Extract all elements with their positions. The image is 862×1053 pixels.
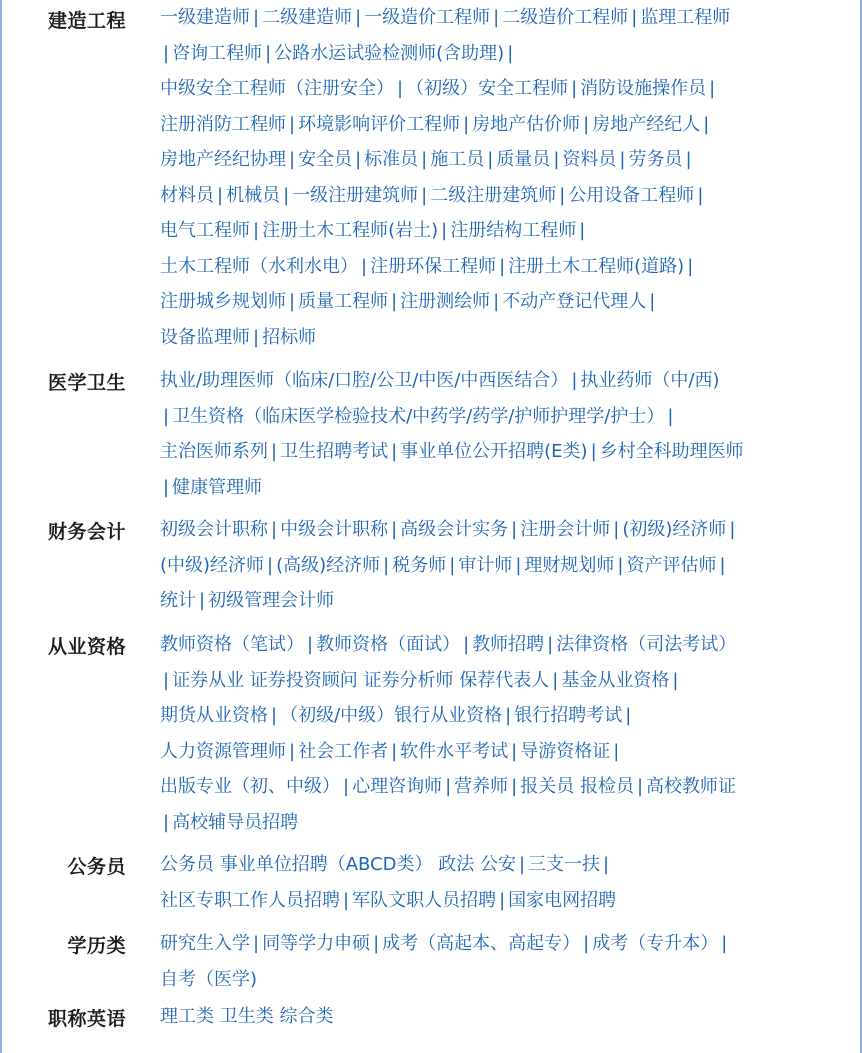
separator: | (559, 184, 566, 206)
separator: | (697, 184, 704, 206)
separator: | (307, 634, 314, 655)
separator: | (685, 149, 692, 170)
exam-link[interactable]: 执业/助理医师（临床/口腔/公卫/中医/中西医结合） (160, 370, 569, 391)
category-label-career: 从业资格 (47, 636, 126, 658)
exam-link[interactable]: 心理咨询师 (352, 776, 443, 797)
exam-link[interactable]: 初级管理会计师 (208, 590, 335, 611)
separator: | (163, 811, 170, 833)
exam-link[interactable]: 招标师 (262, 326, 317, 348)
link-row (160, 107, 832, 143)
exam-link[interactable]: 注册测绘师 (400, 291, 491, 312)
exam-link[interactable]: 一级造价工程师 (364, 7, 491, 28)
link-row (160, 734, 832, 770)
exam-link[interactable]: 标准员 (364, 149, 419, 170)
exam-link[interactable]: 高校教师证 (646, 776, 737, 797)
separator: | (511, 740, 518, 762)
exam-link[interactable]: 国家电网招聘 (508, 889, 617, 911)
exam-link[interactable]: 注册会计师 (520, 519, 611, 540)
separator: | (571, 78, 578, 99)
exam-link[interactable]: 卫生招聘考试 (280, 441, 389, 462)
category-links-medical (160, 363, 832, 505)
exam-link[interactable]: 注册消防工程师 (160, 113, 286, 135)
exam-link[interactable]: 统计 (160, 590, 196, 611)
exam-link[interactable]: 注册土木工程师(道路) (508, 255, 685, 277)
exam-link[interactable]: 中级会计职称 (280, 519, 389, 540)
link-row (160, 142, 832, 178)
exam-link[interactable]: 设备监理师 (160, 326, 250, 348)
category-label-civil: 公务员 (67, 856, 126, 878)
separator: | (253, 933, 260, 954)
exam-link[interactable]: 营养师 (454, 776, 509, 797)
separator: | (391, 441, 398, 462)
separator: | (289, 291, 296, 312)
exam-link[interactable]: 军队文职人员招聘 (352, 889, 497, 911)
exam-link[interactable]: 高级会计实务 (400, 519, 509, 540)
separator: | (511, 776, 518, 797)
link-row (160, 698, 832, 734)
separator: | (619, 149, 626, 170)
exam-link[interactable]: 公用设备工程师 (568, 184, 695, 206)
category-label-education: 学历类 (67, 935, 126, 957)
exam-link[interactable]: 施工员 (430, 149, 485, 170)
link-row (160, 583, 832, 619)
exam-link[interactable]: 卫生资格（临床医学检验技术/中药学/药学/护师护理学/护士） (172, 405, 665, 427)
exam-link[interactable]: 公务员 事业单位招聘（ABCD类） 政法 公安 (160, 854, 516, 875)
separator: | (253, 326, 260, 348)
separator: | (649, 291, 656, 312)
link-row (160, 249, 832, 285)
separator: | (463, 634, 470, 655)
link-row (160, 0, 832, 36)
separator: | (361, 255, 368, 277)
exam-link[interactable]: 初级会计职称 (160, 519, 268, 540)
exam-link[interactable]: 教师资格（面试） (316, 634, 461, 655)
exam-link[interactable]: 电气工程师 (160, 220, 250, 241)
separator: | (729, 519, 736, 540)
separator: | (583, 113, 590, 135)
separator: | (163, 476, 170, 498)
link-row (160, 627, 832, 663)
exam-link[interactable]: （初级/中级）银行从业资格 (280, 705, 503, 726)
exam-link[interactable]: 报关员 报检员 (520, 776, 634, 797)
exam-link[interactable]: 三支一扶 (528, 854, 601, 875)
exam-link[interactable]: 基金从业资格 (561, 669, 670, 691)
exam-link[interactable]: 出版专业（初、中级） (160, 776, 340, 797)
separator: | (511, 519, 518, 540)
category-label-construction: 建造工程 (47, 10, 126, 32)
exam-link[interactable]: 质量员 (496, 149, 551, 170)
exam-link[interactable]: 机械员 (226, 184, 281, 206)
exam-link[interactable]: 导游资格证 (520, 740, 611, 762)
separator: | (391, 519, 398, 540)
link-row (160, 663, 832, 699)
link-row (160, 213, 832, 249)
separator: | (721, 933, 728, 954)
separator: | (518, 854, 526, 875)
exam-link[interactable]: 一级建造师 (160, 7, 250, 28)
exam-link[interactable]: 不动产登记代理人 (502, 291, 647, 312)
separator: | (463, 113, 470, 135)
separator: | (709, 78, 716, 99)
exam-link[interactable]: 环境影响评价工程师 (298, 113, 461, 135)
separator: | (289, 113, 296, 135)
exam-link[interactable]: 一级注册建筑师 (292, 184, 419, 206)
separator: | (547, 634, 554, 655)
separator: | (636, 776, 644, 797)
separator: | (199, 590, 206, 611)
separator: | (355, 149, 362, 170)
exam-link[interactable]: 自考（医学) (160, 968, 258, 990)
exam-link[interactable]: 注册城乡规划师 (160, 291, 286, 312)
link-row (160, 926, 832, 962)
category-links-education (160, 926, 832, 997)
separator: | (289, 149, 296, 170)
separator: | (391, 740, 398, 762)
exam-link[interactable]: 理工类 卫生类 综合类 (160, 1006, 334, 1027)
separator: | (687, 255, 694, 277)
separator: | (703, 113, 710, 135)
exam-link[interactable]: (初级)经济师 (622, 519, 727, 540)
exam-link[interactable]: 税务师 (392, 554, 447, 576)
link-row (160, 769, 832, 805)
separator: | (613, 519, 620, 540)
exam-link[interactable]: 乡村全科助理医师 (599, 441, 744, 462)
separator: | (253, 220, 260, 241)
separator: | (253, 7, 260, 28)
separator: | (355, 7, 362, 28)
separator: | (625, 705, 632, 726)
exam-link[interactable]: 质量工程师 (298, 291, 389, 312)
separator: | (493, 7, 500, 28)
separator: | (445, 776, 452, 797)
separator: | (603, 854, 610, 875)
link-row (160, 399, 832, 435)
separator: | (499, 255, 506, 277)
separator: | (667, 405, 674, 427)
link-row (160, 470, 832, 506)
exam-link[interactable]: 资料员 (562, 149, 617, 170)
separator: | (271, 519, 278, 540)
exam-link[interactable]: 成考（高起本、高起专） (382, 933, 581, 954)
separator: | (163, 669, 170, 691)
exam-link[interactable]: 主治医师系列 (160, 441, 268, 462)
exam-link[interactable]: 二级注册建筑师 (430, 184, 557, 206)
exam-link[interactable]: 软件水平考试 (400, 740, 509, 762)
exam-link[interactable]: 社会工作者 (298, 740, 389, 762)
category-links-civil (160, 847, 832, 918)
exam-link[interactable]: 安全员 (298, 149, 353, 170)
exam-link[interactable]: 注册土木工程师(岩土) (262, 220, 439, 241)
link-row (160, 284, 832, 320)
separator: | (515, 554, 522, 576)
separator: | (373, 933, 380, 954)
separator: | (449, 554, 456, 576)
separator: | (631, 7, 638, 28)
separator: | (579, 220, 586, 241)
separator: | (421, 184, 428, 206)
link-row (160, 434, 832, 470)
separator: | (493, 291, 500, 312)
separator: | (421, 149, 428, 170)
exam-link[interactable]: 教师资格（笔试） (160, 634, 304, 655)
separator: | (283, 184, 290, 206)
exam-link[interactable]: 研究生入学 (160, 933, 250, 954)
category-label-medical: 医学卫生 (47, 372, 126, 394)
exam-link[interactable]: 房地产经纪人 (592, 113, 701, 135)
category-links-construction (160, 0, 832, 355)
exam-link[interactable]: 公路水运试验检测师(含助理) (274, 42, 505, 64)
exam-link[interactable]: 事业单位公开招聘(E类) (400, 441, 588, 462)
separator: | (267, 554, 274, 576)
separator: | (397, 78, 404, 99)
separator: | (441, 220, 448, 241)
exam-link[interactable]: 房地产经纪协理 (160, 149, 286, 170)
exam-link[interactable]: 银行招聘考试 (514, 705, 623, 726)
link-row (160, 178, 832, 214)
exam-link[interactable]: 社区专职工作人员招聘 (160, 889, 340, 911)
exam-link[interactable]: 材料员 (160, 184, 214, 206)
separator: | (617, 554, 624, 576)
separator: | (583, 933, 590, 954)
separator: | (391, 291, 398, 312)
link-row (160, 36, 832, 72)
separator: | (271, 705, 278, 726)
exam-link[interactable]: 房地产估价师 (472, 113, 581, 135)
link-row (160, 999, 832, 1035)
exam-link[interactable]: 注册环保工程师 (370, 255, 497, 277)
separator: | (487, 149, 494, 170)
exam-link[interactable]: 期货从业资格 (160, 705, 268, 726)
link-row (160, 883, 832, 919)
separator: | (672, 669, 679, 691)
separator: | (217, 184, 224, 206)
separator: | (271, 441, 278, 462)
separator: | (383, 554, 390, 576)
category-label-finance: 财务会计 (47, 521, 126, 543)
link-row (160, 71, 832, 107)
category-links-finance (160, 512, 832, 619)
separator: | (719, 554, 726, 576)
exam-link[interactable]: 健康管理师 (172, 476, 263, 498)
category-label-english: 职称英语 (47, 1008, 126, 1030)
exam-link[interactable]: 二级建造师 (262, 7, 353, 28)
separator: | (552, 669, 559, 691)
separator: | (343, 776, 350, 797)
link-row (160, 805, 832, 841)
category-links-career (160, 627, 832, 840)
exam-link[interactable]: 高校辅导员招聘 (172, 811, 299, 833)
exam-link[interactable]: 理财规划师 (524, 554, 615, 576)
link-row (160, 512, 832, 548)
separator: | (507, 42, 514, 64)
separator: | (343, 889, 350, 911)
exam-link[interactable]: 土木工程师（水利水电） (160, 255, 358, 277)
separator: | (553, 149, 560, 170)
link-row (160, 847, 832, 883)
separator: | (505, 705, 512, 726)
separator: | (590, 441, 597, 462)
exam-link[interactable]: 二级造价工程师 (502, 7, 629, 28)
link-row (160, 962, 832, 998)
link-row (160, 320, 832, 356)
link-row (160, 548, 832, 584)
separator: | (571, 370, 578, 391)
exam-link[interactable]: 中级安全工程师（注册安全） (160, 78, 394, 99)
exam-link[interactable]: 消防设施操作员 (580, 78, 707, 99)
separator: | (163, 42, 170, 64)
exam-link[interactable]: (中级)经济师 (160, 554, 265, 576)
separator: | (613, 740, 620, 762)
exam-link[interactable]: 执业药师（中/西) (580, 370, 720, 391)
separator: | (289, 740, 296, 762)
category-links-english (160, 999, 832, 1035)
separator: | (499, 889, 506, 911)
exam-link[interactable]: 劳务员 (628, 149, 683, 170)
exam-link[interactable]: 同等学力申硕 (262, 933, 371, 954)
exam-link[interactable]: 审计师 (458, 554, 513, 576)
exam-link[interactable]: 教师招聘 (472, 634, 545, 655)
exam-link[interactable]: 人力资源管理师 (160, 740, 286, 762)
link-row (160, 363, 832, 399)
separator: | (163, 405, 170, 427)
exam-link[interactable]: 监理工程师 (640, 7, 731, 28)
exam-link[interactable]: 证券从业 证券投资顾问 证券分析师 保荐代表人 (172, 669, 550, 691)
exam-link[interactable]: (高级)经济师 (276, 554, 381, 576)
exam-link[interactable]: （初级）安全工程师 (406, 78, 569, 99)
exam-link[interactable]: 法律资格（司法考试） (556, 634, 737, 655)
exam-link[interactable]: 成考（专升本） (592, 933, 719, 954)
exam-link[interactable]: 资产评估师 (626, 554, 717, 576)
exam-link[interactable]: 注册结构工程师 (450, 220, 577, 241)
separator: | (265, 42, 272, 64)
exam-link[interactable]: 咨询工程师 (172, 42, 263, 64)
